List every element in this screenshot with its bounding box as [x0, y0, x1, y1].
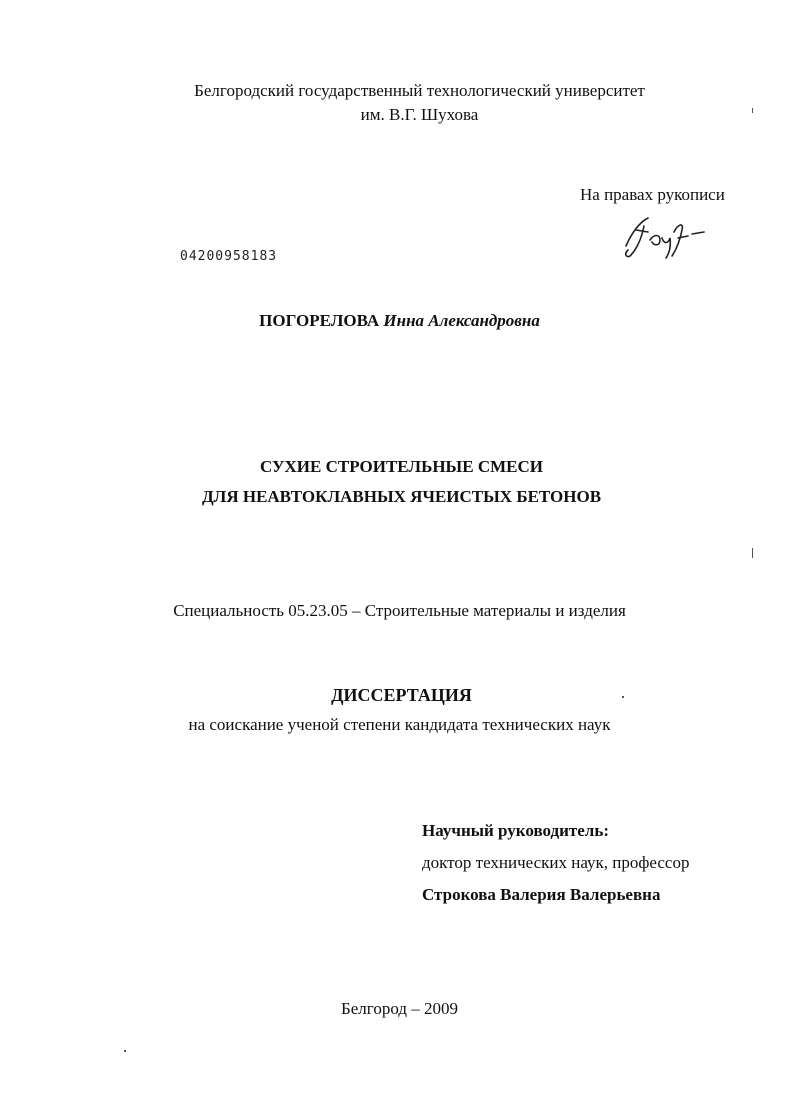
- author-given-names: Инна Александровна: [383, 311, 540, 330]
- scan-speck: [124, 1050, 126, 1052]
- supervisor-degree: доктор технических наук, профессор: [422, 853, 690, 872]
- supervisor-heading: Научный руководитель:: [422, 821, 609, 840]
- scan-speck: [752, 548, 753, 558]
- author-name: [0, 310, 799, 332]
- rights-note: На правах рукописи: [580, 185, 725, 204]
- handwritten-signature-icon: [618, 212, 708, 262]
- university-name-line1: Белгородский государственный технологический университет: [194, 81, 645, 100]
- thesis-title-line1: СУХИЕ СТРОИТЕЛЬНЫЕ СМЕСИ: [260, 457, 543, 476]
- dissertation-purpose: на соискание ученой степени кандидата технических наук: [188, 715, 611, 734]
- scan-speck: [752, 108, 753, 113]
- city-year: Белгород – 2009: [341, 999, 458, 1018]
- thesis-title-line2: ДЛЯ НЕАВТОКЛАВНЫХ ЯЧЕИСТЫХ БЕТОНОВ: [201, 487, 602, 506]
- university-name-line2: им. В.Г. Шухова: [360, 105, 479, 124]
- supervisor-name: Строкова Валерия Валерьевна: [422, 885, 661, 904]
- dissertation-label: ДИССЕРТАЦИЯ: [331, 685, 472, 705]
- archive-number: 04200958183: [180, 249, 278, 264]
- scan-speck: [622, 696, 624, 698]
- author-surname: ПОГОРЕЛОВА: [259, 311, 380, 330]
- specialty-line: Специальность 05.23.05 – Строительные материалы и изделия: [173, 601, 626, 620]
